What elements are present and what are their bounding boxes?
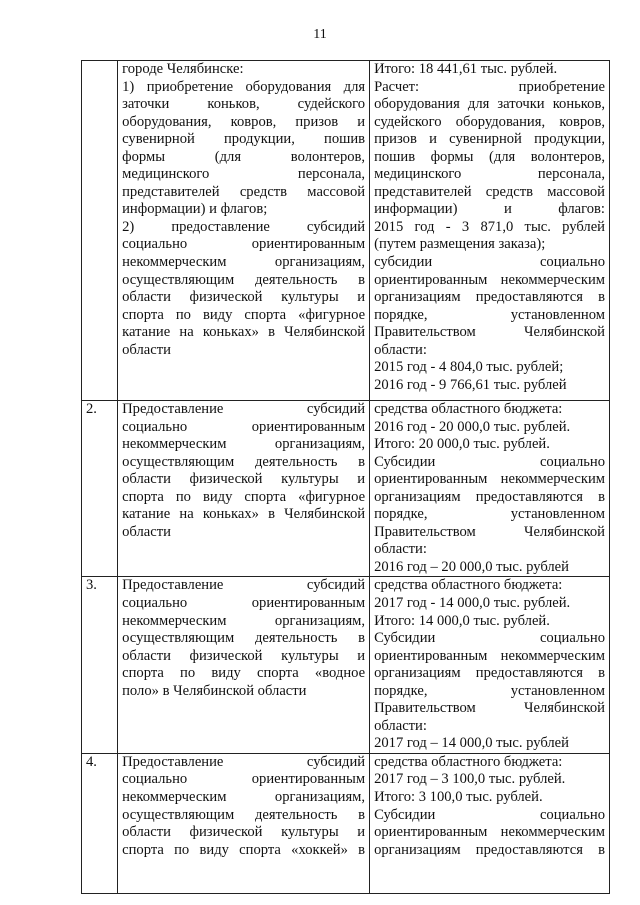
text-line: информации) и флагов: <box>374 201 605 218</box>
text-line: области физической культуры и <box>122 471 366 488</box>
text-line: медицинского персонала, <box>122 166 366 183</box>
text-line: организациям предоставляются в <box>374 841 605 858</box>
text-line: ориентированным некоммерческим <box>374 647 605 664</box>
text-line: спорта по виду спорта «хоккей» в <box>122 841 366 858</box>
text-line: осуществляющим деятельность в <box>122 630 366 647</box>
text-line: Расчет: приобретение <box>374 78 605 95</box>
text-line: некоммерческим организациям, <box>122 612 366 629</box>
table-row <box>82 753 610 893</box>
text-line: пошив формы (для волонтеров, <box>374 148 605 165</box>
text-line: Итого: 14 000,0 тыс. рублей. <box>374 612 550 629</box>
text-line: области физической культуры и <box>122 824 366 841</box>
program-table <box>81 60 610 894</box>
table-row <box>82 61 610 401</box>
text-line: организациям предоставляются в <box>374 488 605 505</box>
row-number: 4. <box>82 753 118 893</box>
text-line: Правительством Челябинской <box>374 324 605 341</box>
text-line: представителей средств массовой <box>374 183 605 200</box>
text-line: ориентированным некоммерческим <box>374 824 605 841</box>
text-line: порядке, установленном <box>374 306 605 323</box>
text-line: 2017 год – 3 100,0 тыс. рублей. <box>374 771 566 788</box>
text-line: призов и сувенирной продукции, <box>374 131 605 148</box>
text-line: 2) предоставление субсидий <box>122 218 366 235</box>
text-line: некоммерческим организациям, <box>122 789 366 806</box>
text-line: ориентированным некоммерческим <box>374 471 605 488</box>
text-line: 2017 год – 14 000,0 тыс. рублей <box>374 735 569 752</box>
text-line: порядке, установленном <box>374 682 605 699</box>
text-line: городе Челябинске: <box>122 61 244 77</box>
text-line: Предоставление субсидий <box>122 753 366 770</box>
text-line: Итого: 18 441,61 тыс. рублей. <box>374 61 558 77</box>
text-line: 2015 год - 4 804,0 тыс. рублей; <box>374 359 564 376</box>
text-line: формы (для волонтеров, <box>122 148 366 165</box>
row-number: 2. <box>82 401 118 577</box>
text-line: катание на коньках» в Челябинской <box>122 506 366 523</box>
text-line: субсидии социально <box>374 254 605 271</box>
text-line: 2016 год - 20 000,0 тыс. рублей. <box>374 418 571 435</box>
text-line: катание на коньках» в Челябинской <box>122 324 366 341</box>
text-line: 1) приобретение оборудования для <box>122 78 366 95</box>
text-line: Субсидии социально <box>374 806 605 823</box>
text-line: медицинского персонала, <box>374 166 605 183</box>
text-line: Предоставление субсидий <box>122 577 366 594</box>
text-line: Правительством Челябинской <box>374 523 605 540</box>
funding-details <box>370 401 610 577</box>
text-line: заточки коньков, судейского <box>122 96 366 113</box>
text-line: информации) и флагов; <box>122 201 268 218</box>
text-line: (путем размещения заказа); <box>374 236 546 253</box>
text-line: области физической культуры и <box>122 647 366 664</box>
text-line: осуществляющим деятельность в <box>122 806 366 823</box>
text-line: области: <box>374 341 427 358</box>
text-line: 2016 год – 20 000,0 тыс. рублей <box>374 558 569 575</box>
measure-description <box>118 577 370 753</box>
table-row <box>82 577 610 753</box>
text-line: социально ориентированным <box>122 236 366 253</box>
text-line: осуществляющим деятельность в <box>122 453 366 470</box>
text-line: 2016 год - 9 766,61 тыс. рублей <box>374 376 567 393</box>
text-line: Субсидии социально <box>374 630 605 647</box>
funding-details <box>370 577 610 753</box>
text-line: области: <box>374 541 427 558</box>
text-line: осуществляющим деятельность в <box>122 271 366 288</box>
text-line: социально ориентированным <box>122 771 366 788</box>
text-line: средства областного бюджета: <box>374 577 563 594</box>
text-line: судейского оборудования, ковров, <box>374 113 605 130</box>
text-line: спорта по виду спорта «водное <box>122 665 366 682</box>
table-body <box>82 61 610 894</box>
text-line: социально ориентированным <box>122 418 366 435</box>
measure-description <box>118 401 370 577</box>
text-line: сувенирной продукции, пошив <box>122 131 366 148</box>
text-line: Субсидии социально <box>374 453 605 470</box>
text-line: социально ориентированным <box>122 595 366 612</box>
text-line: области: <box>374 717 427 734</box>
text-line: оборудования, ковров, призов и <box>122 113 366 130</box>
text-line: организациям предоставляются в <box>374 665 605 682</box>
text-line: области физической культуры и <box>122 289 366 306</box>
text-line: Итого: 20 000,0 тыс. рублей. <box>374 436 550 453</box>
text-line: средства областного бюджета: <box>374 401 563 417</box>
funding-details <box>370 61 610 401</box>
measure-description <box>118 61 370 401</box>
row-number: 3. <box>82 577 118 753</box>
text-line: области <box>122 341 171 358</box>
text-line: Предоставление субсидий <box>122 401 366 417</box>
text-line: ориентированным некоммерческим <box>374 271 605 288</box>
text-line: поло» в Челябинской области <box>122 682 307 699</box>
text-line: некоммерческим организациям, <box>122 436 366 453</box>
text-line: спорта по виду спорта «фигурное <box>122 306 366 323</box>
text-line: представителей средств массовой <box>122 183 366 200</box>
text-line: оборудования для заточки коньков, <box>374 96 605 113</box>
table-row <box>82 401 610 577</box>
funding-details <box>370 753 610 893</box>
measure-description <box>118 753 370 893</box>
text-line: спорта по виду спорта «фигурное <box>122 488 366 505</box>
text-line: Итого: 3 100,0 тыс. рублей. <box>374 789 543 806</box>
text-line: области <box>122 523 171 540</box>
row-number <box>82 61 118 401</box>
text-line: Правительством Челябинской <box>374 700 605 717</box>
text-line: 2017 год - 14 000,0 тыс. рублей. <box>374 595 571 612</box>
text-line: 2015 год - 3 871,0 тыс. рублей <box>374 218 605 235</box>
text-line: средства областного бюджета: <box>374 753 563 770</box>
page-number: 11 <box>313 27 327 42</box>
text-line: организациям предоставляются в <box>374 289 605 306</box>
text-line: порядке, установленном <box>374 506 605 523</box>
text-line: некоммерческим организациям, <box>122 254 366 271</box>
